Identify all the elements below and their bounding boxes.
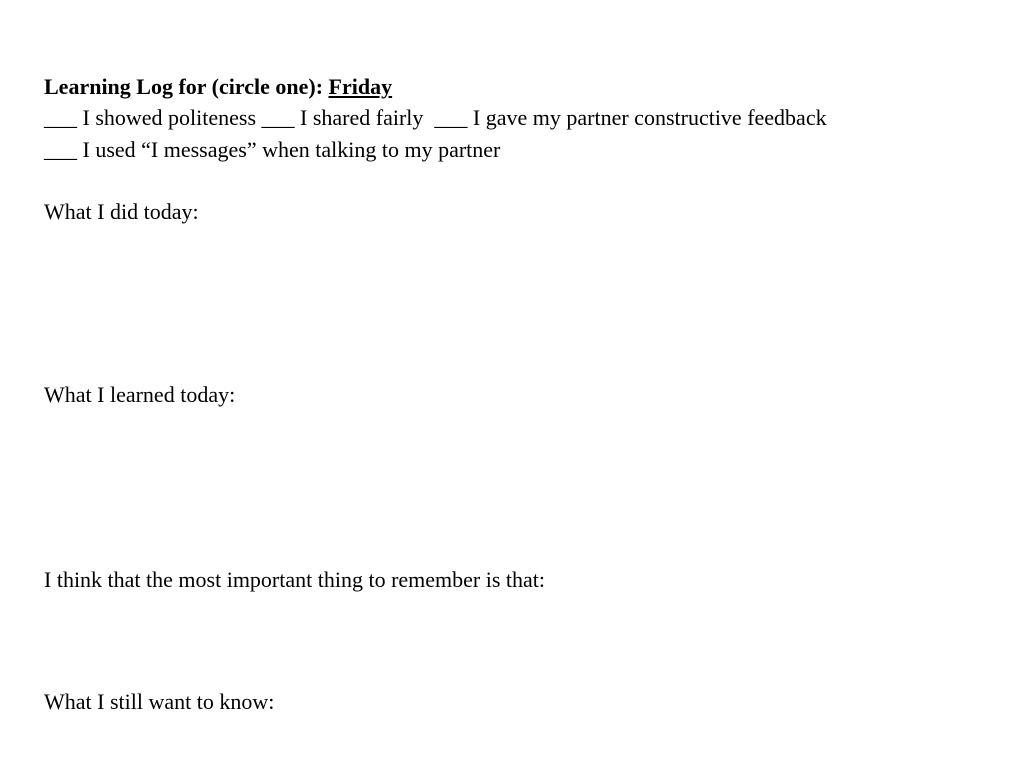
prompt-did-today: What I did today: bbox=[44, 199, 199, 224]
log-title-prefix: Learning Log for (circle one): bbox=[44, 74, 329, 99]
selected-day: Friday bbox=[328, 74, 393, 99]
behavior-checklist-line-2: ___ I used “I messages” when talking to my partner bbox=[44, 137, 501, 162]
log-title bbox=[44, 74, 392, 100]
prompt-most-important: I think that the most important thing to remember is that: bbox=[44, 567, 546, 592]
behavior-checklist-line-1: ___ I showed politeness ___ I shared fairly ___ I gave my partner constructive feedback bbox=[44, 105, 827, 130]
prompt-still-want-to-know: What I still want to know: bbox=[44, 689, 275, 714]
prompt-learned-today: What I learned today: bbox=[44, 382, 236, 407]
